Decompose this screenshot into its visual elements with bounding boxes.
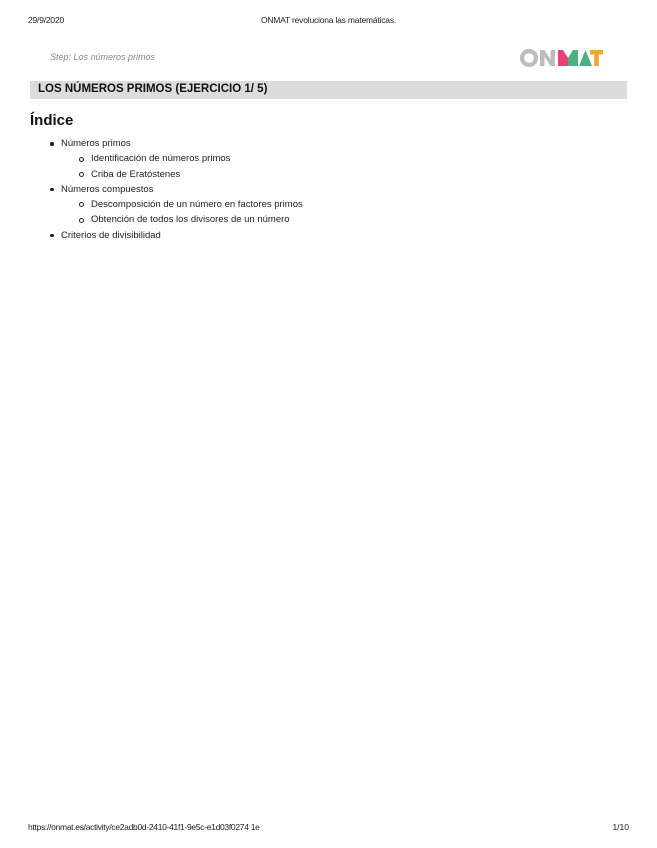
exercise-title: LOS NÚMEROS PRIMOS (EJERCICIO 1/ 5) [38,83,268,95]
index-list [30,136,430,243]
print-date: 29/9/2020 [28,15,65,25]
exercise-banner [30,81,627,99]
index-subitem-descomposicion[interactable]: Descomposición de un número en factores primos [30,197,430,212]
index-item-numeros-primos[interactable]: Números primos [30,136,430,151]
index-subitem-criba[interactable]: Criba de Eratóstenes [30,167,430,182]
index-heading: Índice [30,112,74,129]
step-label: Step: Los números primos [50,52,156,62]
index-subitem-identificacion[interactable]: Identificación de números primos [30,151,430,166]
print-url: https://onmat.es/activity/ce2adb0d-2410-41f1-9e5c-e1d03f0274 1e [28,822,260,832]
page-number: 1/10 [612,822,629,832]
index-item-criterios[interactable]: Criterios de divisibilidad [30,228,430,243]
print-page-title: ONMAT revoluciona las matemáticas. [260,15,397,25]
onmat-logo [520,46,604,70]
index-item-numeros-compuestos[interactable]: Números compuestos [30,182,430,197]
index-subitem-divisores[interactable]: Obtención de todos los divisores de un número [30,212,430,227]
